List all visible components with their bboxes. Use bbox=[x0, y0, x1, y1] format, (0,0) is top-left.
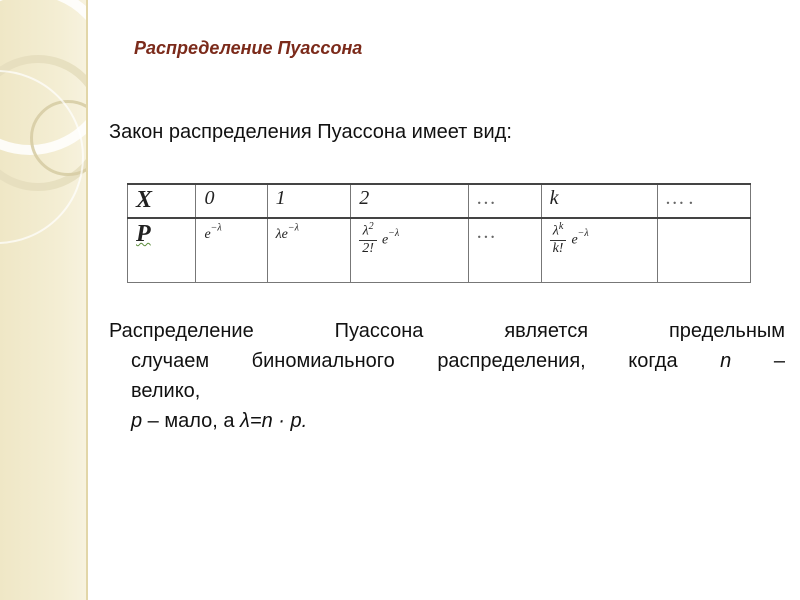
p-cell bbox=[541, 218, 658, 283]
paragraph-line: велико, bbox=[131, 380, 201, 402]
fraction bbox=[359, 221, 377, 257]
p-cell bbox=[658, 218, 751, 283]
x-cell: k bbox=[541, 184, 658, 218]
description-paragraph bbox=[109, 316, 785, 436]
p-cell bbox=[351, 218, 469, 283]
fraction bbox=[550, 221, 567, 257]
paragraph-line: Распределение Пуассона является предельным bbox=[109, 320, 785, 342]
p-value-base: λe bbox=[275, 227, 288, 242]
p-value-exponent: −λ bbox=[388, 227, 400, 239]
table-row-p bbox=[128, 218, 751, 283]
x-cell: … . bbox=[658, 184, 751, 218]
p-value-exponent: −λ bbox=[210, 222, 222, 234]
x-cell: 1 bbox=[267, 184, 351, 218]
p-value-base: e bbox=[381, 232, 389, 248]
intro-text: Закон распределения Пуассона имеет вид: bbox=[109, 121, 512, 143]
x-cell: … bbox=[469, 184, 541, 218]
fraction-denominator: 2! bbox=[362, 240, 374, 256]
row-label-p: P bbox=[128, 218, 196, 283]
paragraph-line: случаем биномиального распределения, когда n – bbox=[131, 350, 785, 372]
distribution-table bbox=[127, 183, 751, 283]
p-value-exponent: −λ bbox=[287, 222, 299, 234]
p-cell bbox=[267, 218, 351, 283]
p-cell bbox=[196, 218, 267, 283]
fraction-numerator: $\lambda^k$ bbox=[550, 221, 567, 241]
x-cell: 0 bbox=[196, 184, 267, 218]
p-value-base: e bbox=[571, 232, 578, 248]
row-label-x: X bbox=[128, 184, 196, 218]
decorative-side-band bbox=[0, 0, 88, 600]
p-value-exponent: −λ bbox=[577, 227, 589, 239]
fraction-numerator: $\lambda^2$ bbox=[359, 221, 377, 241]
slide-title: Распределение Пуассона bbox=[134, 38, 363, 58]
paragraph-line: p – мало, а λ=n · p. bbox=[131, 410, 308, 432]
x-cell: 2 bbox=[351, 184, 469, 218]
p-cell: … bbox=[469, 218, 541, 283]
table-row-x bbox=[128, 184, 751, 218]
p-value-base: e bbox=[204, 227, 211, 242]
fraction-denominator: k! bbox=[552, 240, 564, 256]
